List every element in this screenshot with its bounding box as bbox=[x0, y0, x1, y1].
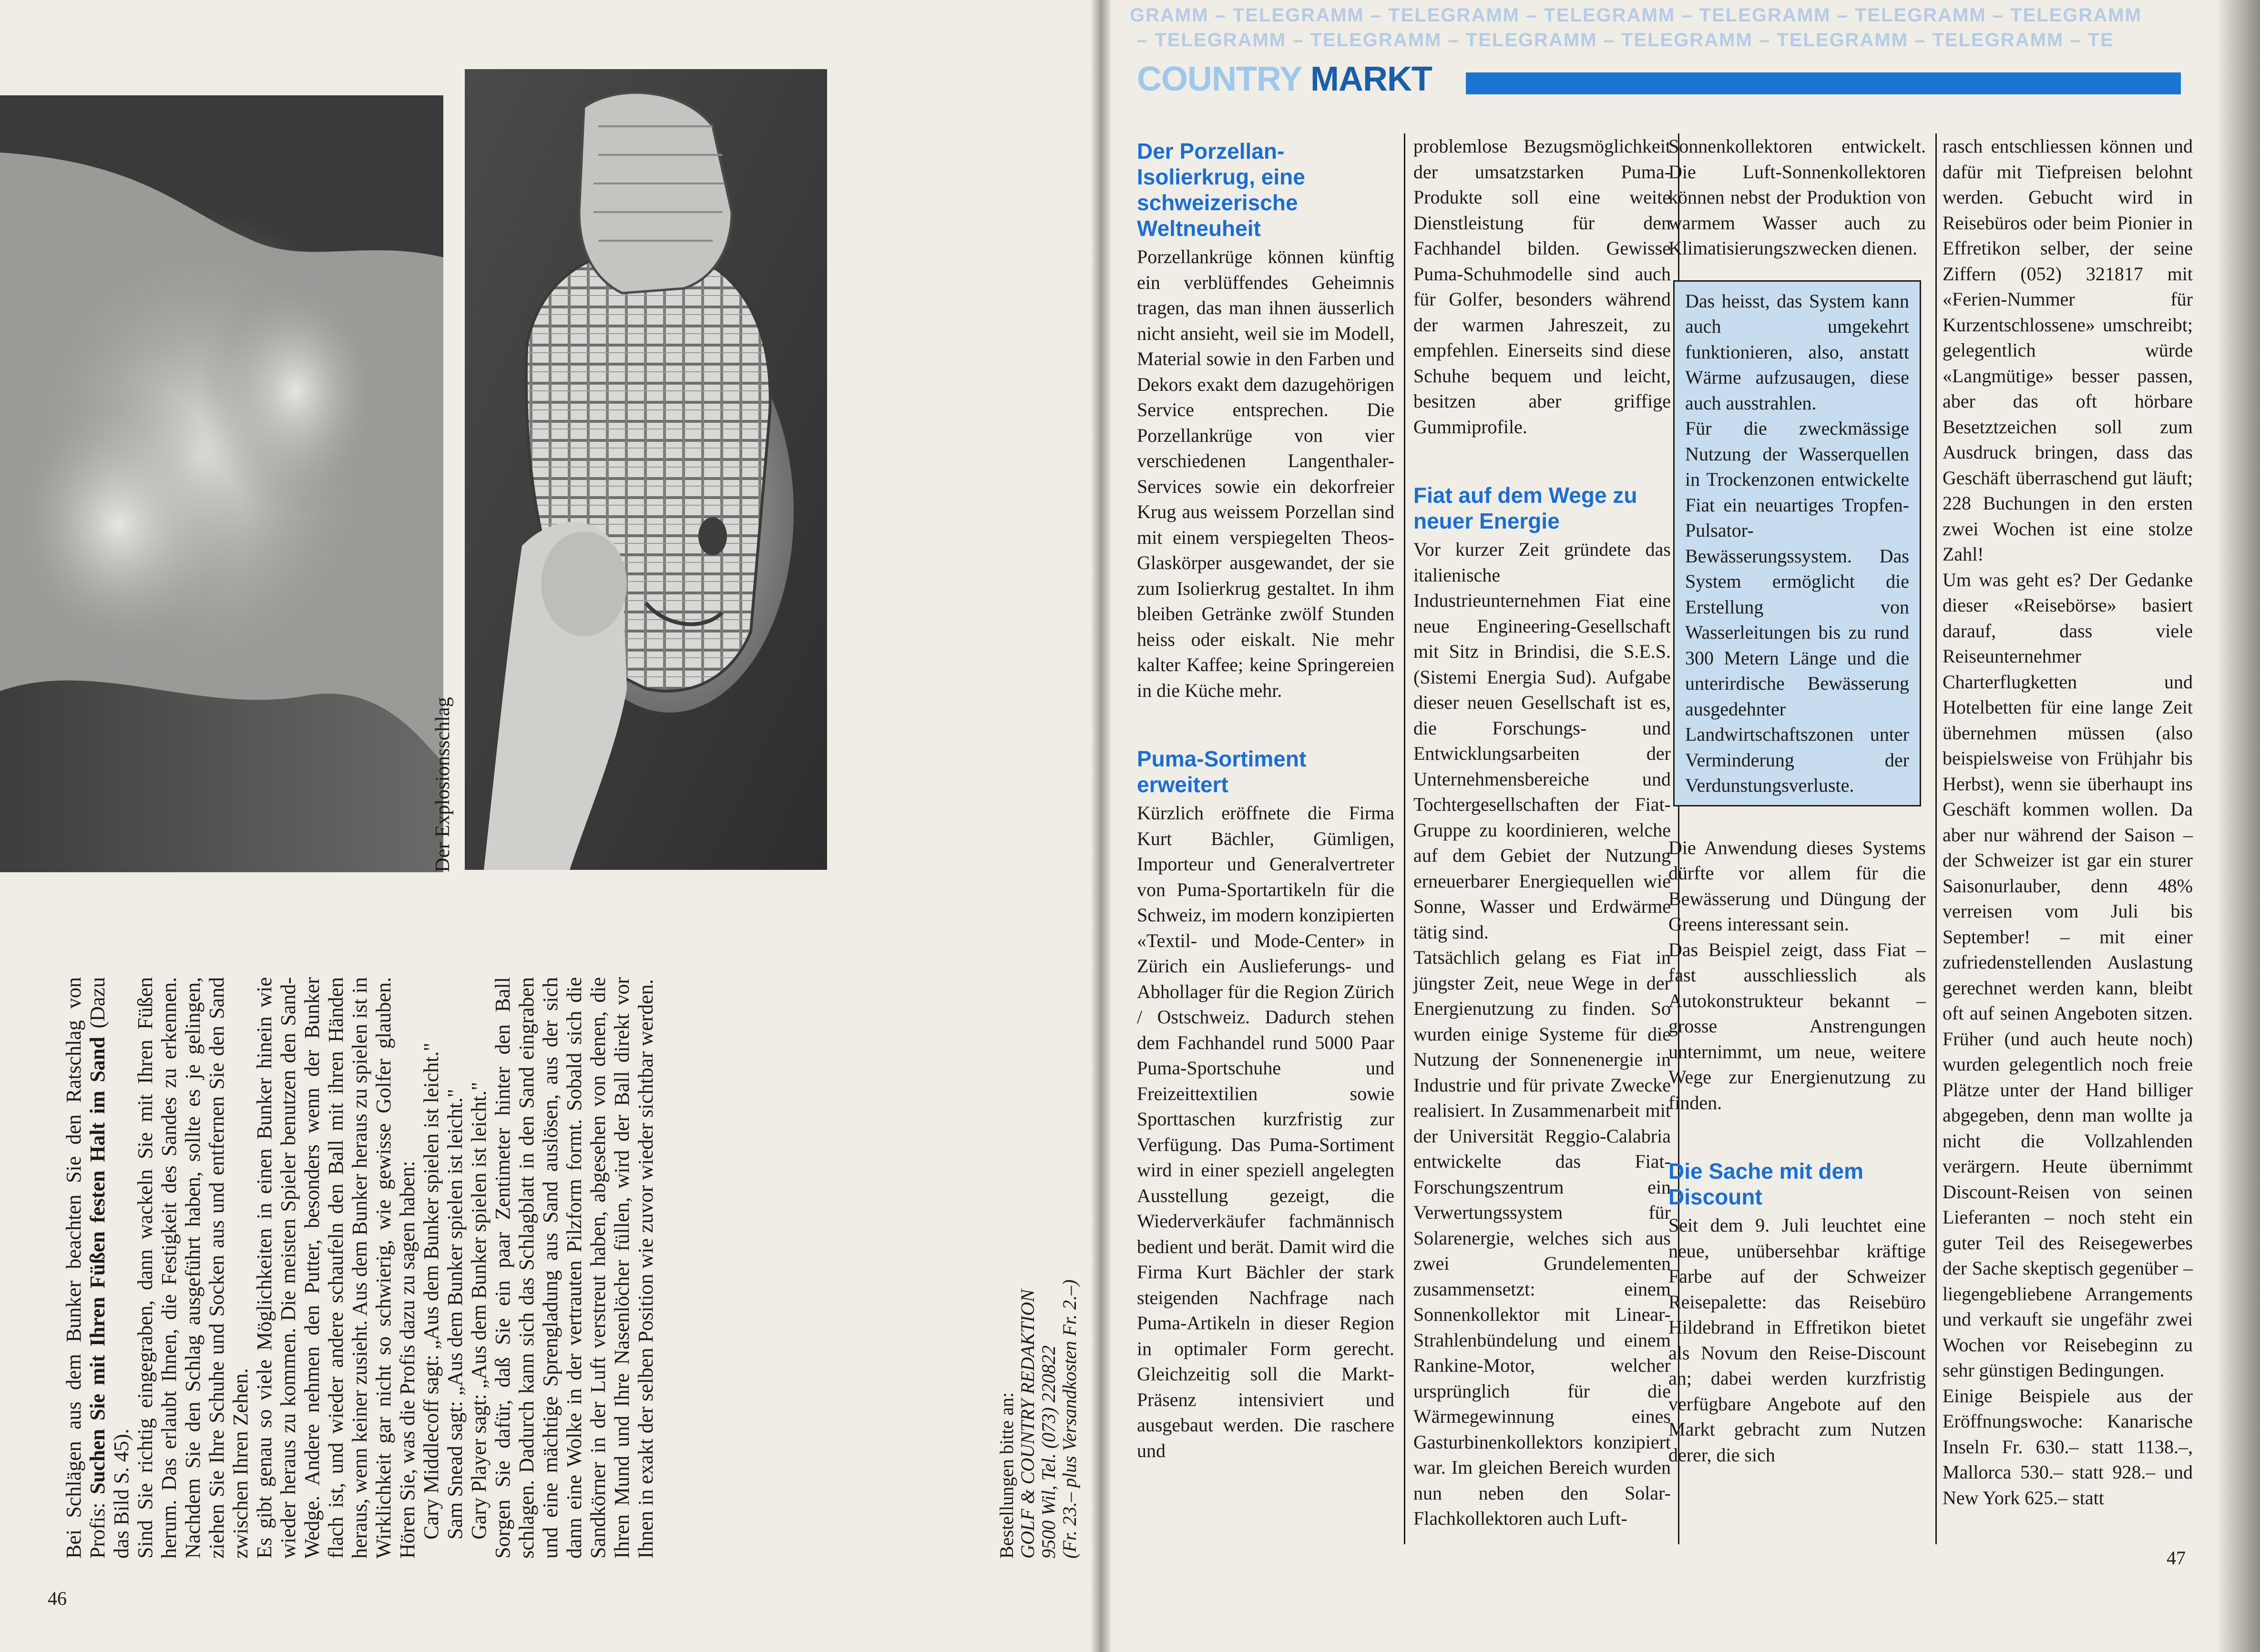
highlight-box-paragraph: Für die zweckmässige Nutzung der Wasserquellen in Trockenzonen entwickelte Fiat ein neuartiges Tropfen-Pulsator-Bewässerungssystem. Das System ermöglicht die Erstellung von Wasserleitungen bis zu rund 300 Metern Länge und die unterirdische Bewässerung ausgedehnter Landwirtschaftszonen unter Verminderung der Verdunstungsverluste. bbox=[1685, 418, 1909, 796]
telegram-banner-row-1: GRAMM – TELEGRAMM – TELEGRAMM – TELEGRAMM – TELEGRAMM – TELEGRAMM – TELEGRAMM bbox=[1130, 5, 2142, 26]
bunker-sand-photo bbox=[0, 95, 443, 872]
article-headline: Fiat auf dem Wege zu neuer Energie bbox=[1413, 483, 1637, 533]
highlight-box bbox=[1673, 280, 1921, 806]
article-paragraph: Seit dem 9. Juli leuchtet eine neue, unübersehbar kräftige Farbe auf der Schweizer Reisepalette: das Reisebüro Hildebrand in Effretikon bietet als Novum den Reise-Discount an; dabei werden kurzfristig verfügbare Angebote auf den Markt gebracht zum Nutzen derer, die sich bbox=[1668, 1214, 1926, 1466]
article-paragraph: rasch entschliessen können und dafür mit Tiefpreisen belohnt werden. Gebucht wird in Reisebüros oder beim Pionier in Effretikon selber, der seine Ziffern (052) 321817 mit «Ferien-Nummer für Kurzentschlossene» umschreibt; gelegentlich würde «Langmütige» besser passen, aber das oft hörbare Besetztzeichen soll zum Ausdruck bringen, dass das Geschäft überraschend gut läuft; 228 Buchungen in den ersten zwei Wochen ist eine stolze Zahl! bbox=[1943, 135, 2193, 565]
article-paragraph: Die Anwendung dieses Systems dürfte vor allem für die Bewässerung und Düngung der Greens interessant sein. bbox=[1668, 836, 1926, 935]
paragraph-text: Bei Schlägen aus dem Bunker beachten Sie den Ratschlag von Profis: bbox=[62, 977, 109, 1559]
left-article-body bbox=[62, 977, 658, 1559]
section-spacer bbox=[1668, 1115, 1926, 1153]
order-info-body bbox=[996, 1177, 1080, 1559]
article-paragraph: Das Beispiel zeigt, dass Fiat – fast ausschliesslich als Autokonstrukteur bekannt – grosse Anstrengungen unternimmt, um neue, weitere Wege zur Energienutzung zu finden. bbox=[1668, 938, 1926, 1113]
article-headline: Die Sache mit dem Discount bbox=[1668, 1159, 1864, 1209]
paragraph-text: Es gibt genau so viele Möglichkeiten in einen Bunker hinein wie wieder heraus zu kommen. Die meisten Spieler benutzen den Sand-Wedge. Andere nehmen den Putter, besonders wenn der Bunker flach ist, und wieder andere schaufeln den Ball mit ihren Händen heraus, wenn keiner zusieht. Aus dem Bunker heraus zu spielen ist in Wirklichkeit gar nicht so schwierig, wie gewisse Golfer glauben. Hören Sie, was die Profis dazu zu sagen haben: bbox=[253, 977, 419, 1559]
article-paragraph: Porzellankrüge können künftig ein verblüffendes Geheimnis tragen, das man ihnen äusserlich nicht ansieht, weil sie im Modell, Material sowie in den Farben und Dekors exakt dem dazugehörigen Service entsprechen. Die Porzellankrüge von vier verschiedenen Langenthaler-Services sowie ein dekorfreier Krug aus weissem Porzellan sind mit einem verspiegelten Theos-Glaskörper ausgewandet, der sie zum Isolierkrug gestaltet. In ihm bleiben Getränke zwölf Stunden heiss oder eiskalt. Nie mehr kalter Kaffee; keine Springereien in die Küche mehr. bbox=[1137, 246, 1394, 701]
article-paragraph: problemlose Bezugsmöglichkeit der umsatzstarken Puma-Produkte soll eine weite Dienstleistung für den Fachhandel bilden. Gewisse Puma-Schuhmodelle sind auch für Golfer, besonders während der warmen Jahreszeit, zu empfehlen. Einerseits sind diese Schuhe bequem und leicht, besitzen aber griffige Gummiprofile. bbox=[1413, 135, 1671, 438]
left-article-paragraph bbox=[62, 977, 133, 1559]
article-paragraph: Vor kurzer Zeit gründete das italienische Industrieunternehmen Fiat eine neue Engineering-Gesellschaft mit Sitz in Brindisi, die S.E.S. (Sistemi Energia Sud). Aufgabe dieser neuen Gesellschaft ist es, die Forschungs- und Entwicklungsarbeiten der Unternehmensbereiche und Tochtergesellschaften der Fiat-Gruppe zu koordinieren, welche auf dem Gebiet der Nutzung erneuerbarer Energiequellen wie Sonne, Wasser und Erdwärme tätig sind. bbox=[1413, 539, 1671, 943]
paragraph-text: Gary Player sagt: „Aus dem Bunker spielen ist leicht." bbox=[467, 1081, 491, 1540]
article-headline: Puma-Sortiment erweitert bbox=[1137, 746, 1307, 797]
order-line-price: (Fr. 23.– plus Versandkosten Fr. 2.–) bbox=[1059, 1279, 1080, 1559]
page-number-right: 47 bbox=[2167, 1547, 2186, 1569]
sand-explosion-image bbox=[0, 95, 443, 872]
article-column-2 bbox=[1413, 133, 1671, 1531]
brand-country: COUNTRY bbox=[1137, 60, 1302, 98]
paragraph-text: (Dazu das Bild S. 45). bbox=[86, 977, 133, 1559]
caption-text: Der Explosionsschlag bbox=[432, 697, 454, 872]
highlight-box-paragraph: Das heisst, das System kann auch umgekehrt funktionieren, also, anstatt Wärme aufzusaugen, diese auch ausstrahlen. bbox=[1685, 290, 1909, 414]
telegram-banner-row-2: – TELEGRAMM – TELEGRAMM – TELEGRAMM – TELEGRAMM – TELEGRAMM – TELEGRAMM – TE bbox=[1137, 30, 2114, 51]
brand-markt: MARKT bbox=[1310, 60, 1432, 98]
article-paragraph: Kürzlich eröffnete die Firma Kurt Bächler, Gümligen, Importeur und Generalvertreter von Puma-Sportartikeln für die Schweiz, im modern konzipierten «Textil- und Mode-Center» in Zürich ein Auslieferungs- und Abhollager für die Region Zürich / Ostschweiz. Dadurch stehen dem Fachhandel rund 5000 Paar Puma-Sportschuhe und Freizeittextilien sowie Sporttaschen kurzfristig zur Verfügung. Das Puma-Sortiment wird in einer speziell angelegten Ausstellung gezeigt, die Wiederverkäufer fachmännisch bedient und berät. Damit wird die Firma Kurt Bächler der stark steigenden Nachfrage nach Puma-Artikeln in dieser Region in optimaler Form gerecht. Gleichzeitig soll die Markt-Präsenz intensiviert und ausgebaut werden. Die raschere und bbox=[1137, 802, 1394, 1461]
column-rule-1 bbox=[1404, 133, 1405, 1544]
section-spacer bbox=[1137, 703, 1394, 741]
article-column-1 bbox=[1137, 133, 1394, 1463]
left-article-paragraph bbox=[467, 977, 491, 1559]
paragraph-text: Sind Sie richtig eingegraben, dann wackeln Sie mit Ihren Füßen herum. Das erlaubt Ihnen, die Festigkeit des Sandes zu erkennen. Nachdem Sie den Schlag ausgeführt haben, sollte es je gelingen, ziehen Sie Ihre Schuhe und Socken aus und entfernen Sie den Sand zwischen Ihren Zehen. bbox=[133, 977, 252, 1559]
article-paragraph: Tatsächlich gelang es Fiat in jüngster Zeit, neue Wege in der Energienutzung zu finden. So wurden einige Systeme für die Nutzung der Sonnenenergie in Industrie und für private Zwecke realisiert. In Zusammenarbeit mit der Universität Reggio-Calabria entwickelte das Fiat-Forschungszentrum ein Verwertungssystem für Solarenergie, welches sich aus zwei Grundelementen zusammensetzt: einem Sonnenkollektor mit Linear-Strahlenbündelung und einem Rankine-Motor, welcher ursprünglich für die Wärmegewinnung eines Gasturbinenkollektors konzipiert war. Im gleichen Bereich wurden nun neben den Solar-Flachkollektoren auch Luft- bbox=[1413, 947, 1671, 1529]
golfer-with-cap-image bbox=[465, 69, 827, 870]
left-article-paragraph bbox=[419, 977, 443, 1559]
article-paragraph: Einige Beispiele aus der Eröffnungswoche: Kanarische Inseln Fr. 630.– statt 1138.–, Mallorca 530.– statt 928.– und New York 625.– statt bbox=[1943, 1385, 2193, 1509]
article-paragraph: Sonnenkollektoren entwickelt. Die Luft-Sonnenkollektoren können nebst der Produktion von warmem Wasser auch zu Klimatisierungszwecken dienen. bbox=[1668, 135, 1926, 259]
article-column-3 bbox=[1668, 133, 1926, 1468]
page-gutter bbox=[1092, 0, 1111, 1652]
order-label: Bestellungen bitte an: bbox=[996, 1392, 1017, 1559]
order-line-publisher: GOLF & COUNTRY REDAKTION bbox=[1017, 1289, 1038, 1559]
left-article-paragraph bbox=[133, 977, 253, 1559]
article-column-4 bbox=[1943, 133, 2193, 1510]
section-spacer bbox=[1413, 439, 1671, 478]
brand-rule-bar bbox=[1466, 72, 2181, 94]
left-article-paragraph bbox=[443, 977, 467, 1559]
column-rule-3 bbox=[1935, 133, 1937, 1544]
section-brand bbox=[1137, 60, 1432, 99]
left-article-paragraph bbox=[253, 977, 419, 1559]
golfer-portrait-photo bbox=[465, 69, 827, 870]
article-headline: Der Porzellan-Isolierkrug, eine schweizerische Weltneuheit bbox=[1137, 139, 1305, 241]
bold-advice-text: Suchen Sie mit Ihren Füßen festen Halt im Sand bbox=[86, 1037, 109, 1494]
paragraph-text: Sam Snead sagt: „Aus dem Bunker spielen ist leicht." bbox=[443, 1089, 467, 1540]
article-paragraph: Um was geht es? Der Gedanke dieser «Reisebörse» basiert darauf, dass viele Reiseunternehmer Charterflugketten und Hotelbetten für eine lange Zeit übernehmen müssen (also beispielsweise von Frühjahr bis Herbst), wenn sie überhaupt ins Geschäft kommen wollen. Da aber nur während der Saison – der Schweizer ist gar ein sturer Saisonurlauber, denn 48% verreisen vom Juli bis September! – mit einer zufriedenstellenden Auslastung gerechnet werden kann, bleibt oft auf seinen Angeboten sitzen. Früher (und auch heute noch) wurden gelegentlich noch freie Plätze unter der Hand billiger abgegeben, denn man wollte ja nicht die Vollzahlenden verärgern. Heute übernimmt Discount-Reisen von seinen Lieferanten – noch steht ein guter Teil des Reisegewerbes der Sache skeptisch gegenüber – liegengebliebene Arrangements und verkauft sie ungefähr zwei Wochen vor Reisebeginn zu sehr günstigen Bedingungen. bbox=[1943, 569, 2193, 1381]
paragraph-text: Cary Middlecoff sagt: „Aus dem Bunker spielen ist leicht." bbox=[419, 1042, 443, 1540]
paragraph-text: Sorgen Sie dafür, daß Sie ein paar Zentimeter hinter den Ball schlagen. Dadurch kann sich das Schlagblatt in den Sand eingraben und eine mächtige Sprengladung aus Sand auslösen, aus der sich dann eine Wolke in der vertrauten Pilzform formt. Sobald sich die Sandkörner in der Luft verstreut haben, abgesehen von denen, die Ihren Mund und Ihre Nasenlöcher füllen, wird der Ball direkt vor Ihnen in exakt der selben Position wie zuvor wieder sichtbar werden. bbox=[491, 977, 657, 1559]
order-line-address: 9500 Wil, Tel. (073) 220822 bbox=[1038, 1345, 1059, 1559]
page-number-left: 46 bbox=[48, 1588, 67, 1609]
page-edge-shadow bbox=[2217, 0, 2260, 1652]
left-article-paragraph bbox=[491, 977, 658, 1559]
